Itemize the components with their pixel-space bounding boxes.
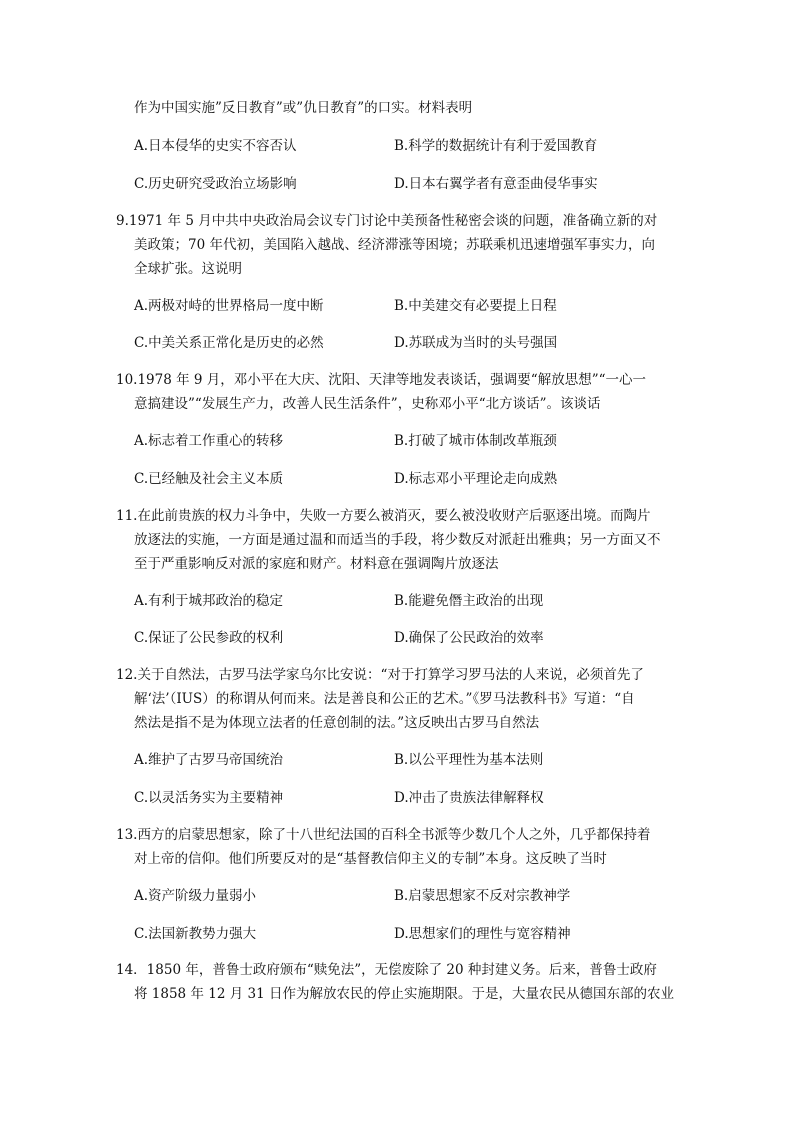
q8-option-b: B.科学的数据统计有利于爱国教育 [394,138,598,154]
q10-option-a: A.标志着工作重心的转移 [134,433,284,449]
q13-stem-line-2: 对上帝的信仰。他们所要反对的是“基督教信仰主义的专制”本身。这反映了当时 [134,851,607,867]
q12-stem-line-3: 然法是指不是为体现立法者的任意创制的法。”这反映出古罗马自然法 [134,715,540,731]
q11-stem-line-2: 放逐法的实施，一方面是通过温和而适当的手段，将少数反对派赶出雅典；另一方面又不 [134,532,661,548]
q9-option-a: A.两极对峙的世界格局一度中断 [134,298,324,314]
q14-stem-line-2: 将 1858 年 12 月 31 日作为解放农民的停止实施期限。于是，大量农民从德国东部的农业 [134,986,674,1002]
q12-stem-line-2: 解‘法’（IUS）的称谓从何而来。法是善良和公正的艺术。”《罗马法教科书》写道：“自 [134,691,635,707]
q11-stem-line-3: 至于严重影响反对派的家庭和财产。材料意在强调陶片放逐法 [134,556,499,572]
q13-option-a: A.资产阶级力量弱小 [134,888,257,904]
q12-option-b: B.以公平理性为基本法则 [394,752,544,768]
q8-option-c: C.历史研究受政治立场影响 [134,176,297,192]
q10-option-c: C.已经触及社会主义本质 [134,471,284,487]
q13-option-b: B.启蒙思想家不反对宗教神学 [394,888,571,904]
q13-stem-line-1: 13.西方的启蒙思想家，除了十八世纪法国的百科全书派等少数几个人之外，几乎都保持着 [116,827,651,843]
q8-option-d: D.日本右翼学者有意歪曲侵华事实 [394,176,598,192]
q11-option-d: D.确保了公民政治的效率 [394,630,544,646]
q11-option-c: C.保证了公民参政的权利 [134,630,284,646]
q9-stem-line-3: 全球扩张。这说明 [134,261,242,277]
q10-stem-line-2: 意搞建设”“发展生产力，改善人民生活条件”，史称邓小平“北方谈话”。该谈话 [134,396,601,412]
q8-stem-tail: 作为中国实施”反日教育”或”仇日教育”的口实。材料表明 [134,100,473,116]
q12-option-d: D.冲击了贵族法律解释权 [394,790,544,806]
q14-stem-line-1: 14．1850 年，普鲁士政府颁布“赎免法”，无偿废除了 20 种封建义务。后来，普鲁士政府 [116,962,657,978]
q9-option-d: D.苏联成为当时的头号强国 [394,335,558,351]
q9-option-b: B.中美建交有必要提上日程 [394,298,557,314]
q9-stem-line-1: 9.1971 年 5 月中共中央政治局会议专门讨论中美预备性秘密会谈的问题，准备确立新的对 [116,213,658,229]
q12-option-c: C.以灵活务实为主要精神 [134,790,284,806]
q8-option-a: A.日本侵华的史实不容否认 [134,138,297,154]
q11-stem-line-1: 11.在此前贵族的权力斗争中，失败一方要么被消灭，要么被没收财产后驱逐出境。而陶片 [116,508,651,524]
q9-stem-line-2: 美政策；70 年代初，美国陷入越战、经济滞涨等困境；苏联乘机迅速增强军事实力，向 [134,237,655,253]
q10-option-d: D.标志邓小平理论走向成熟 [394,471,558,487]
q13-option-d: D.思想家们的理性与宽容精神 [394,926,571,942]
q10-option-b: B.打破了城市体制改革瓶颈 [394,433,557,449]
q12-option-a: A.维护了古罗马帝国统治 [134,752,284,768]
q11-option-a: A.有利于城邦政治的稳定 [134,593,284,609]
q13-option-c: C.法国新教势力强大 [134,926,257,942]
q11-option-b: B.能避免僭主政治的出现 [394,593,544,609]
q9-option-c: C.中美关系正常化是历史的必然 [134,335,324,351]
q12-stem-line-1: 12.关于自然法，古罗马法学家乌尔比安说：“对于打算学习罗马法的人来说，必须首先了 [116,667,644,683]
q10-stem-line-1: 10.1978 年 9 月，邓小平在大庆、沈阳、天津等地发表谈话，强调要“解放思想”“一心一 [116,372,646,388]
